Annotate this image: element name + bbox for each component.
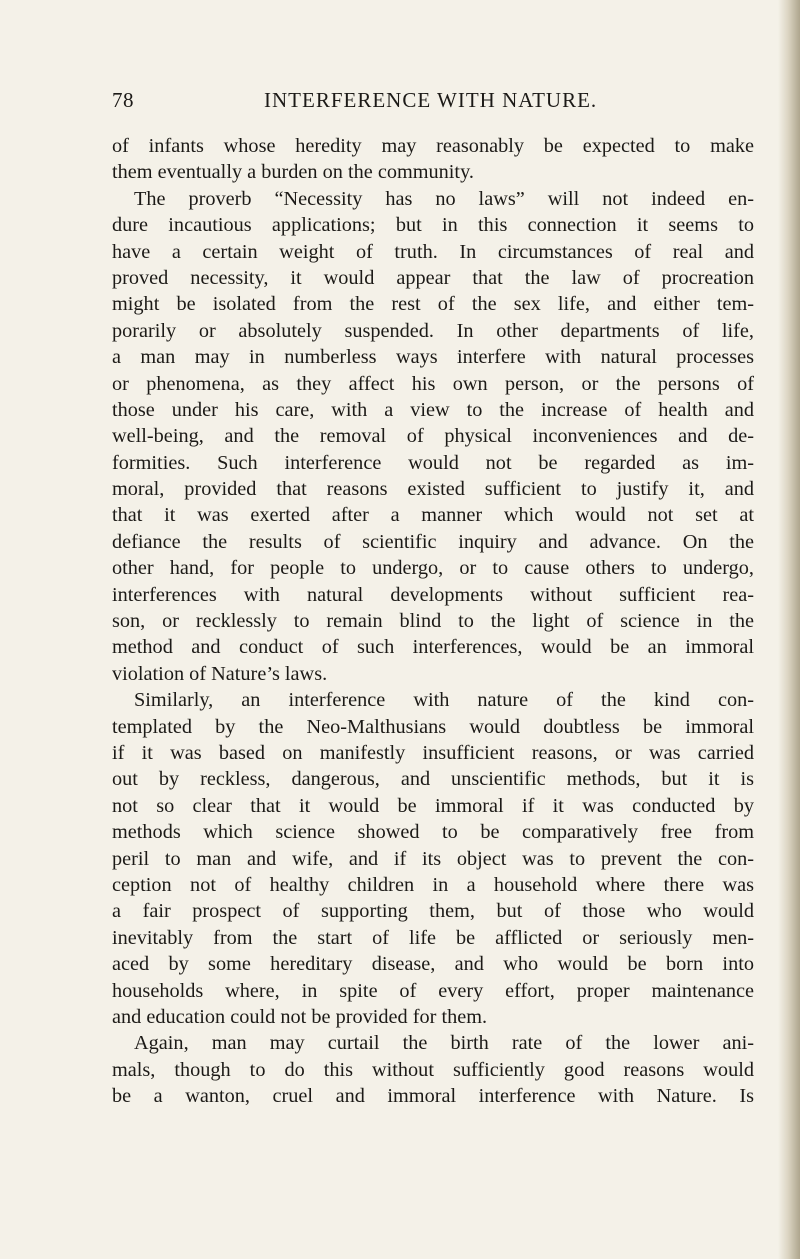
text-line: of infants whose heredity may reasonably be expected to make xyxy=(112,135,754,157)
text-line: a fair prospect of supporting them, but of those who would xyxy=(112,900,754,923)
running-title: INTERFERENCE WITH NATURE. xyxy=(264,88,598,112)
text-line: households where, in spite of every effort, proper maintenance xyxy=(112,979,754,1002)
text-line: ception not of healthy children in a household where there was xyxy=(112,873,754,896)
text-line: violation of Nature’s laws. xyxy=(112,662,328,685)
text-line: a man may in numberless ways interfere with natural processes xyxy=(112,346,754,369)
body-text xyxy=(112,133,754,1109)
text-line: those under his care, with a view to the increase of health and xyxy=(112,398,754,421)
text-line: interferences with natural developments without sufficient rea- xyxy=(112,583,754,606)
text-line: method and conduct of such interferences, would be an immoral xyxy=(112,636,754,659)
text-line: Again, man may curtail the birth rate of the lower ani- xyxy=(134,1032,754,1055)
text-line: porarily or absolutely suspended. In other departments of life, xyxy=(112,319,754,342)
text-line: out by reckless, dangerous, and unscientific methods, but it is xyxy=(112,768,754,791)
text-line: inevitably from the start of life be afflicted or seriously men- xyxy=(112,926,754,949)
text-line: have a certain weight of truth. In circumstances of real and xyxy=(112,240,754,263)
text-line: methods which science showed to be comparatively free from xyxy=(112,821,754,844)
text-line: be a wanton, cruel and immoral interference with Nature. Is xyxy=(112,1085,754,1108)
text-line: formities. Such interference would not be regarded as im- xyxy=(112,451,754,474)
text-line: not so clear that it would be immoral if it was conducted by xyxy=(112,794,754,817)
text-line: son, or recklessly to remain blind to the light of science in the xyxy=(112,610,754,633)
running-head xyxy=(112,88,752,118)
text-line: or phenomena, as they affect his own person, or the persons of xyxy=(112,372,754,395)
text-line: dure incautious applications; but in this connection it seems to xyxy=(112,214,754,237)
text-line: defiance the results of scientific inquiry and advance. On the xyxy=(112,530,754,553)
text-line: The proverb “Necessity has no laws” will not indeed en- xyxy=(134,187,754,210)
text-line: templated by the Neo-Malthusians would doubtless be immoral xyxy=(112,715,754,738)
page-edge-shadow xyxy=(778,0,800,1259)
text-line: well-being, and the removal of physical inconveniences and de- xyxy=(112,425,754,448)
page-number: 78 xyxy=(112,88,134,112)
text-line: Similarly, an interference with nature of the kind con- xyxy=(134,689,754,712)
text-line: them eventually a burden on the community. xyxy=(112,161,474,184)
text-line: and education could not be provided for them. xyxy=(112,1005,488,1028)
text-line: might be isolated from the rest of the sex life, and either tem- xyxy=(112,293,754,316)
text-line: if it was based on manifestly insufficient reasons, or was carried xyxy=(112,741,754,764)
text-line: peril to man and wife, and if its object was to prevent the con- xyxy=(112,847,754,870)
text-line: that it was exerted after a manner which would not set at xyxy=(112,504,754,527)
text-line: aced by some hereditary disease, and who would be born into xyxy=(112,953,754,976)
text-line: other hand, for people to undergo, or to cause others to undergo, xyxy=(112,557,754,580)
text-line: moral, provided that reasons existed sufficient to justify it, and xyxy=(112,478,754,501)
text-line: proved necessity, it would appear that the law of procreation xyxy=(112,266,754,289)
text-line: mals, though to do this without sufficiently good reasons would xyxy=(112,1058,754,1081)
